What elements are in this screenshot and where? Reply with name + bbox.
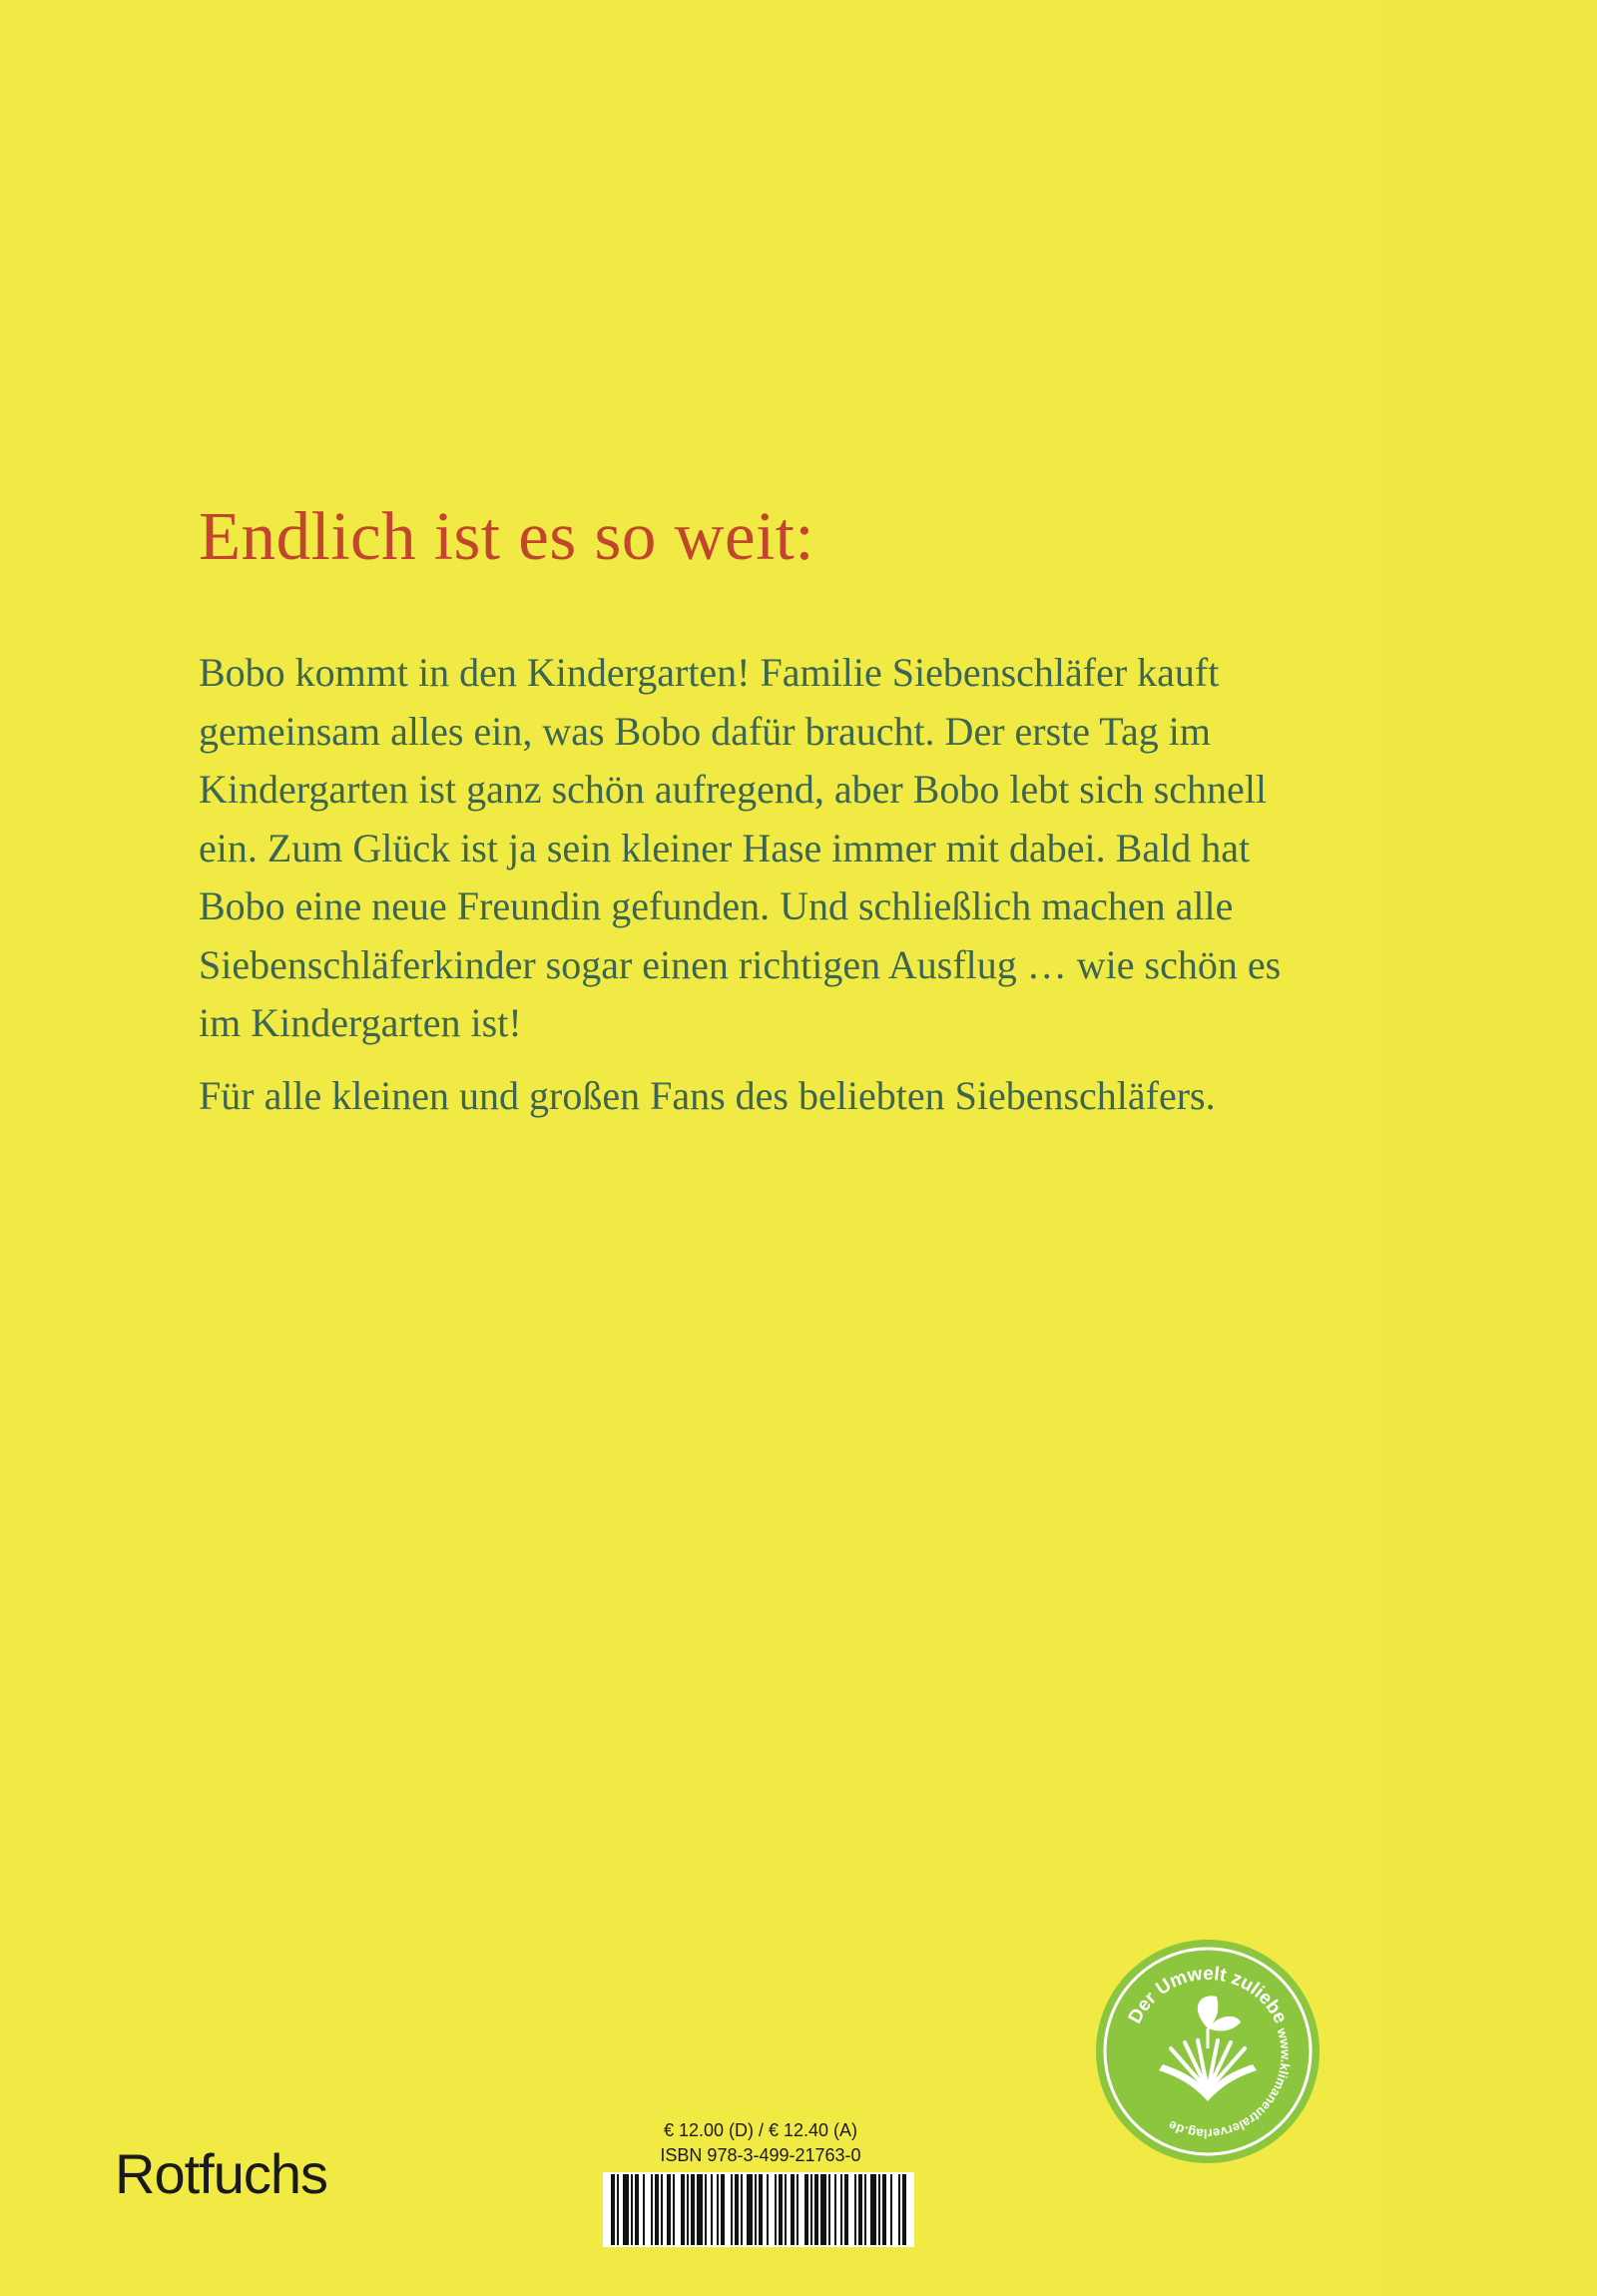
publisher-logo: Rotfuchs [115, 2142, 327, 2205]
background-strip [1382, 0, 1597, 2296]
price-text: € 12.00 (D) / € 12.40 (A) [663, 2120, 858, 2140]
blurb [199, 644, 1321, 1139]
barcode [603, 2172, 914, 2247]
blurb-paragraph-1: Bobo kommt in den Kindergarten! Familie Siebenschläfer kauft gemeinsam alles ein, was Bobo dafür braucht. Der erste Tag im Kindergarten ist ganz schön aufregend, aber Bobo lebt sich schnell ein. Zum Glück ist ja sein kleiner Hase immer mit dabei. Bald hat Bobo eine neue Freundin gefunden. Und schließlich machen alle Siebenschläferkinder sogar einen richtigen Ausflug … wie schön es im Kindergarten ist! [199, 650, 1282, 1045]
badge-text: Der Umwelt zuliebe [1124, 1963, 1292, 2027]
barcode-graphic [603, 2172, 914, 2247]
eco-badge-graphic [1093, 1937, 1323, 2166]
eco-badge [1093, 1937, 1323, 2166]
price-block [611, 2118, 910, 2168]
isbn-text: ISBN 978-3-499-21763-0 [660, 2145, 861, 2165]
headline: Endlich ist es so weit: [199, 498, 815, 574]
badge-url: www.klimaneutralerverlag.de [1166, 2025, 1294, 2141]
blurb-paragraph-2: Für alle kleinen und großen Fans des beliebten Siebenschläfers. [199, 1072, 1216, 1118]
